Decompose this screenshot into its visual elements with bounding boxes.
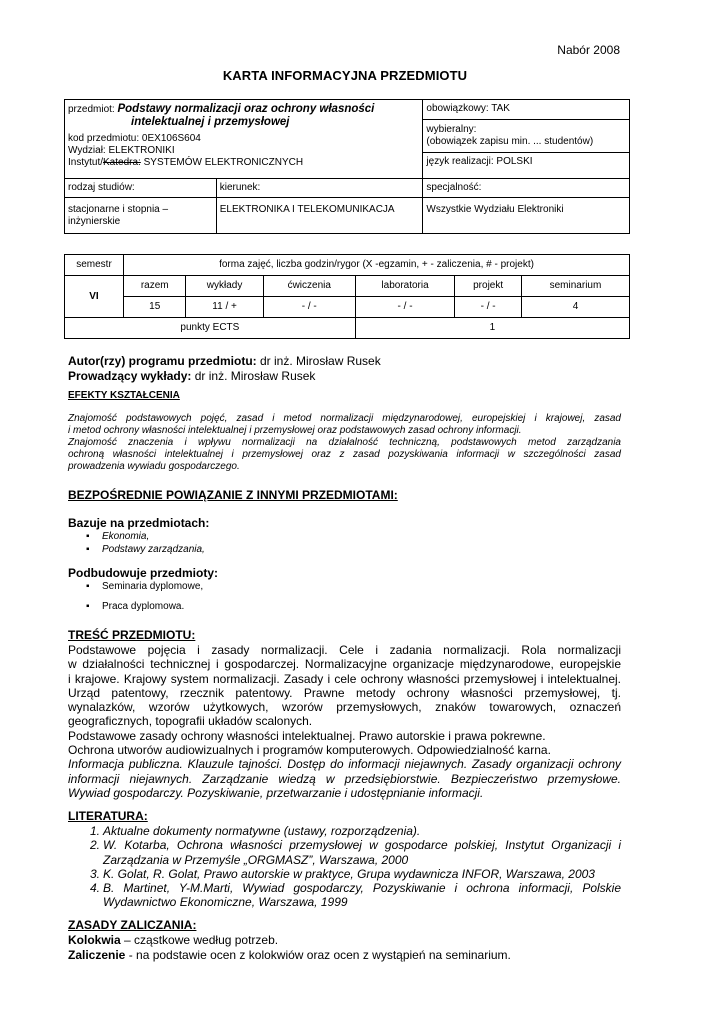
builds-on-label: Podbudowuje przedmioty: [68, 566, 218, 580]
effects-text: Znajomość podstawowych pojęć, zasad i metod normalizacji międzynarodowej, europejskiej i krajowej, zasad i metod ochrony własności intelektualnej i przemysłowej oraz podstawowych zasad ochrony informacji. Znajomość znaczenia i wpływu normalizacji na działalność techniczną, podstawowych metod zarządzania ochroną własności intelektualnej i przemysłowej oraz z zasad pozyskiwania informacji w szczególności zasad prowadzenia wywiadu gospodarczego. [68, 413, 621, 472]
rules-zaliczenie: Zaliczenie - na podstawie ocen z kolokwiów oraz ocen z wystąpień na seminarium. [68, 948, 511, 962]
study-type: stacjonarne i stopnia – [68, 204, 169, 215]
course-code: kod przedmiotu: 0EX106S604 [68, 133, 201, 144]
hours-value: 11 / + [186, 297, 263, 318]
author-line: Autor(rzy) programu przedmiotu: dr inż. Mirosław Rusek [68, 354, 381, 368]
builds-on-list [68, 580, 203, 613]
ects-value: 1 [355, 318, 629, 339]
col-header: laboratoria [355, 276, 455, 297]
ects-label: punkty ECTS [65, 318, 356, 339]
course-info-table [64, 99, 630, 234]
lecturer-line: Prowadzący wykłady: dr inż. Mirosław Rusek [68, 368, 316, 383]
content-heading: TREŚĆ PRZEDMIOTU: [68, 628, 196, 642]
col-header: razem [124, 276, 186, 297]
col-header: wykłady [186, 276, 263, 297]
status-cell [423, 100, 630, 179]
subject-label: przedmiot: [68, 104, 115, 115]
semester-value: VI [65, 276, 124, 318]
specialty: Wszystkie Wydziału Elektroniki [423, 197, 629, 216]
intake-year: Nabór 2008 [557, 43, 620, 57]
list-item: ▪ Praca dyplomowa. [68, 600, 203, 613]
content-text: Podstawowe pojęcia i zasady normalizacji. Cele i zadania normalizacji. Rola normalizacji w działalności technicznej i gospodarczej. Normalizacyjne organizacje międzynarodowe, europejskie i krajowe. Krajowy system normalizacji. Zasady i cele ochrony własności przemysłowej i intelektualnej. Urząd patentowy, rzecznik patentowy. Prawne metody ochrony własności przemysłowej, tj. wynalazków, wzorów użytkowych, wzorów przemysłowych, znaków towarowych, oznaczeń geograficznych, topografii układów scalonych. Podstawowe zasady ochrony własności intelektualnej. Prawo autorskie i prawa pokrewne. Ochrona utworów audiowizualnych i programów komputerowych. Odpowiedzialność karna. Informacja publiczna. Klauzule tajności. Dostęp do informacji niejawnych. Zasady organizacji ochrony informacji niejawnych. Zarządzanie wiedzą w przedsiębiorstwie. Bezpieczeństwo przemysłowe. Wywiad gospodarczy. Pozyskiwanie, przetwarzanie i udostępnianie informacji. [68, 643, 621, 800]
list-item: ▪ Podstawy zarządzania, [68, 543, 205, 556]
faculty: Wydział: ELEKTRONIKI [68, 145, 175, 156]
rules-heading: ZASADY ZALICZANIA: [68, 918, 197, 932]
relations-heading: BEZPOŚREDNIE POWIĄZANIE Z INNYMI PRZEDMIOTAMI: [68, 488, 398, 502]
hours-value: - / - [455, 297, 522, 318]
subject-cell [65, 100, 423, 179]
list-item: ▪ Ekonomia, [68, 530, 205, 543]
hours-value: - / - [263, 297, 355, 318]
list-item: ▪ Seminaria dyplomowe, [68, 580, 203, 593]
direction: ELEKTRONIKA I TELEKOMUNIKACJA [217, 197, 423, 216]
rules-kolokwia: Kolokwia – cząstkowe według potrzeb. [68, 933, 279, 947]
col-header: ćwiczenia [263, 276, 355, 297]
elective: wybieralny: (obowiązek zapisu min. ... studentów) [423, 119, 629, 148]
specialty-cell: specjalność: Wszystkie Wydziału Elektroniki [423, 179, 630, 234]
literature-heading: LITERATURA: [68, 809, 148, 823]
col-header: seminarium [521, 276, 629, 297]
literature-item: 3. K. Golat, R. Golat, Prawo autorskie w praktyce, Grupa wydawnicza INFOR, Warszawa, 2003 [90, 866, 595, 881]
study-type-cell: rodzaj studiów: stacjonarne i stopnia – inżynierskie [65, 179, 217, 234]
authors-block [68, 354, 381, 383]
effects-heading: EFEKTY KSZTAŁCENIA [68, 390, 180, 401]
mandatory: obowiązkowy: TAK [426, 103, 510, 114]
literature-item: 2. W. Kotarba, Ochrona własności przemysłowej w gospodarce polskiej, Instytut Organizacji i Zarządzania w Przemyśle „ORGMASZ”, Warszawa, 2000 [90, 838, 621, 867]
subject-title-2: intelektualnej i przemysłowej [131, 116, 290, 128]
literature-list [68, 824, 621, 910]
hours-value: 4 [521, 297, 629, 318]
forms-label: forma zajęć, liczba godzin/rygor (X -egzamin, + - zaliczenia, # - projekt) [124, 255, 630, 276]
institute: Instytut/Katedra: SYSTEMÓW ELEKTRONICZNYCH [68, 157, 304, 168]
hours-value: 15 [124, 297, 186, 318]
literature-item: 1. Aktualne dokumenty normatywne (ustawy, rozporządzenia). [90, 824, 421, 838]
based-on-label: Bazuje na przedmiotach: [68, 516, 210, 530]
based-on-list [68, 530, 205, 556]
col-header: projekt [455, 276, 522, 297]
hours-value: - / - [355, 297, 455, 318]
literature-item: 4. B. Martinet, Y-M.Marti, Wywiad gospodarczy, Pozyskiwanie i ochrona informacji, Polskie Wydawnictwo Ekonomiczne, Warszawa, 1999 [90, 881, 621, 910]
semester-label: semestr [65, 255, 124, 276]
page-title: KARTA INFORMACYJNA PRZEDMIOTU [222, 68, 468, 83]
direction-cell: kierunek: ELEKTRONIKA I TELEKOMUNIKACJA [216, 179, 423, 234]
rules-text [68, 933, 511, 963]
hours-table [64, 254, 630, 339]
language: język realizacji: POLSKI [423, 152, 629, 168]
subject-title-1: Podstawy normalizacji oraz ochrony własności [117, 103, 375, 115]
